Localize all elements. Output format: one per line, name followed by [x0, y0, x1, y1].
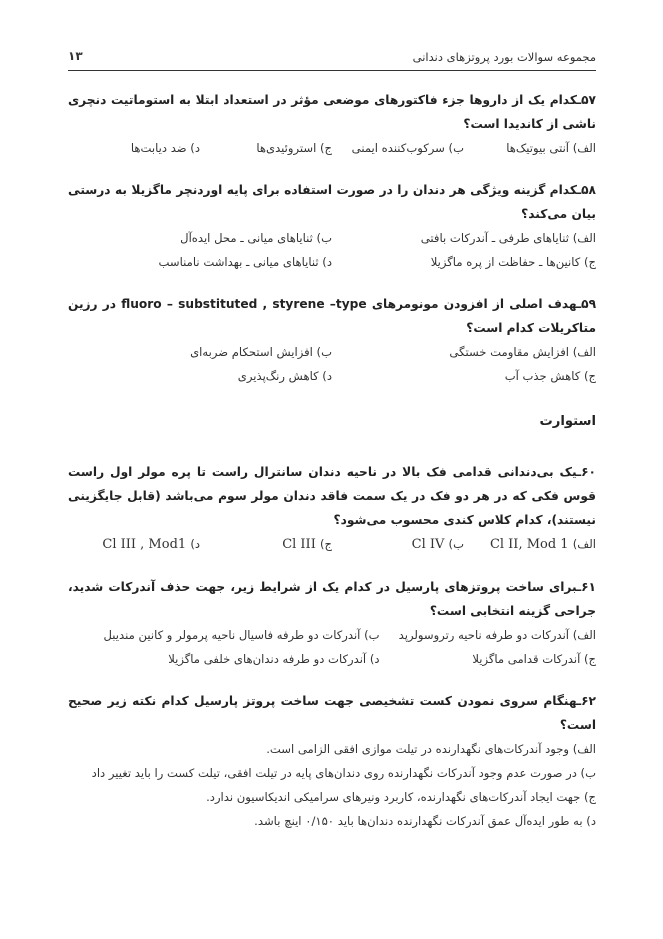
option-b: ب) افزایش استحکام ضربه‌ای [190, 345, 332, 359]
question-body: هنگام سروی نمودن کست تشخیصی جهت ساخت پروتز پارسیل کدام نکته زیر صحیح است؟ [68, 694, 596, 732]
question-59 [68, 292, 596, 388]
option-value: Cl IV [411, 537, 445, 552]
option-c [200, 532, 332, 557]
section-title: استوارت [539, 414, 596, 429]
question-number: ۵۸ـ [576, 183, 596, 197]
options-list [68, 737, 596, 833]
page-content [68, 88, 596, 851]
option-a: الف) افزایش مقاومت خستگی [449, 345, 596, 359]
option-b: ب) در صورت عدم وجود آندرکات نگهدارنده روی دندان‌های پایه در تیلت افقی، تیلت کست را باید تغییر داد [91, 766, 596, 780]
question-58 [68, 178, 596, 274]
monomer-term: fluoro – substituted , styrene –type [121, 297, 367, 311]
option-d: د) ضد دیابت‌ها [130, 141, 200, 155]
question-number: ۶۲ـ [576, 694, 596, 708]
question-text [68, 178, 596, 226]
page-header [68, 48, 596, 71]
option-c: ج) آندرکات قدامی ماگزیلا [472, 652, 596, 666]
option-a [464, 532, 596, 557]
option-d: د) ثنایاهای میانی ـ بهداشت نامناسب [158, 255, 332, 269]
question-text [68, 575, 596, 623]
question-number: ۵۷ـ [576, 93, 596, 107]
option-prefix: الف) [572, 537, 596, 551]
option-c: ج) استروئیدی‌ها [256, 141, 332, 155]
options-grid [68, 340, 596, 388]
option-value: Cl III , Mod1 [102, 537, 187, 552]
options-grid [68, 623, 596, 671]
option-b [332, 532, 464, 557]
question-body: کدام یک از داروها جزء فاکتورهای موضعی مؤثر در استعداد ابتلا به استوماتیت دنچری ناشی از کاندیدا است؟ [68, 93, 596, 131]
options-grid [68, 226, 596, 274]
question-number: ۵۹ـ [576, 297, 597, 311]
option-d: د) به طور ایده‌آل عمق آندرکات نگهدارنده دندان‌ها باید ۰/۱۵۰ اینچ باشد. [254, 814, 596, 828]
question-body: کدام گزینه ویژگی هر دندان را در صورت استفاده برای پایه اوردنچر ماگزیلا به درستی بیان می‌کند؟ [68, 183, 596, 221]
question-number: ۶۰ـ [576, 465, 596, 479]
option-d [68, 532, 200, 557]
option-b: ب) ثنایاهای میانی ـ محل ایده‌آل [180, 231, 332, 245]
option-prefix: ج) [319, 537, 332, 551]
option-a: الف) ثنایاهای طرفی ـ آندرکات بافتی [420, 231, 596, 245]
option-b: ب) سرکوب‌کننده ایمنی [351, 141, 464, 155]
question-60 [68, 460, 596, 557]
option-c: ج) کاهش جذب آب [504, 369, 596, 383]
option-prefix: ب) [448, 537, 464, 551]
page-number: ۱۳ [68, 49, 83, 63]
options-row [68, 136, 596, 160]
question-text [68, 460, 596, 532]
option-a: الف) آنتی بیوتیک‌ها [506, 141, 596, 155]
option-value: Cl III [282, 537, 316, 552]
option-d: د) کاهش رنگ‌پذیری [237, 369, 332, 383]
option-prefix: د) [190, 537, 200, 551]
question-57 [68, 88, 596, 160]
question-62 [68, 689, 596, 833]
question-body-start: هدف اصلی از افزودن مونومرهای [371, 297, 577, 311]
question-text [68, 88, 596, 136]
header-title: مجموعه سوالات بورد پروتزهای دندانی [412, 50, 596, 64]
option-d: د) آندرکات دو طرفه دندان‌های خلفی ماگزیلا [168, 652, 380, 666]
options-row [68, 532, 596, 557]
question-text [68, 292, 596, 340]
option-value: Cl II, Mod 1 [489, 537, 569, 552]
question-body: برای ساخت پروتزهای پارسیل در کدام یک از شرایط زیر، جهت حذف آندرکات شدید، جراحی گزینه انتخابی است؟ [68, 580, 596, 618]
question-body: یک بی‌دندانی قدامی فک بالا در ناحیه دندان سانترال راست تا پره مولر اول راست قوس فکی که در هر دو فک در یک سمت فاقد دندان مولر سوم می‌باشد (قابل جایگزینی نیستند)، کدام کلاس کندی محسوب می‌شود؟ [68, 465, 596, 527]
question-number: ۶۱ـ [576, 580, 596, 594]
question-61 [68, 575, 596, 671]
option-c: ج) جهت ایجاد آندرکات‌های نگهدارنده، کاربرد ونیرهای سرامیکی اندیکاسیون ندارد. [206, 790, 596, 804]
option-b: ب) آندرکات دو طرفه فاسیال ناحیه پرمولر و کانین مندیبل [103, 628, 380, 642]
option-c: ج) کانین‌ها ـ حفاظت از پره ماگزیلا [430, 255, 596, 269]
question-text [68, 689, 596, 737]
question-body-end: در رزین متاکریلات کدام است؟ [68, 297, 596, 335]
option-a: الف) وجود آندرکات‌های نگهدارنده در تیلت موازی افقی الزامی است. [266, 742, 596, 756]
option-a: الف) آندرکات دو طرفه ناحیه رتروسولرپد [398, 628, 596, 642]
